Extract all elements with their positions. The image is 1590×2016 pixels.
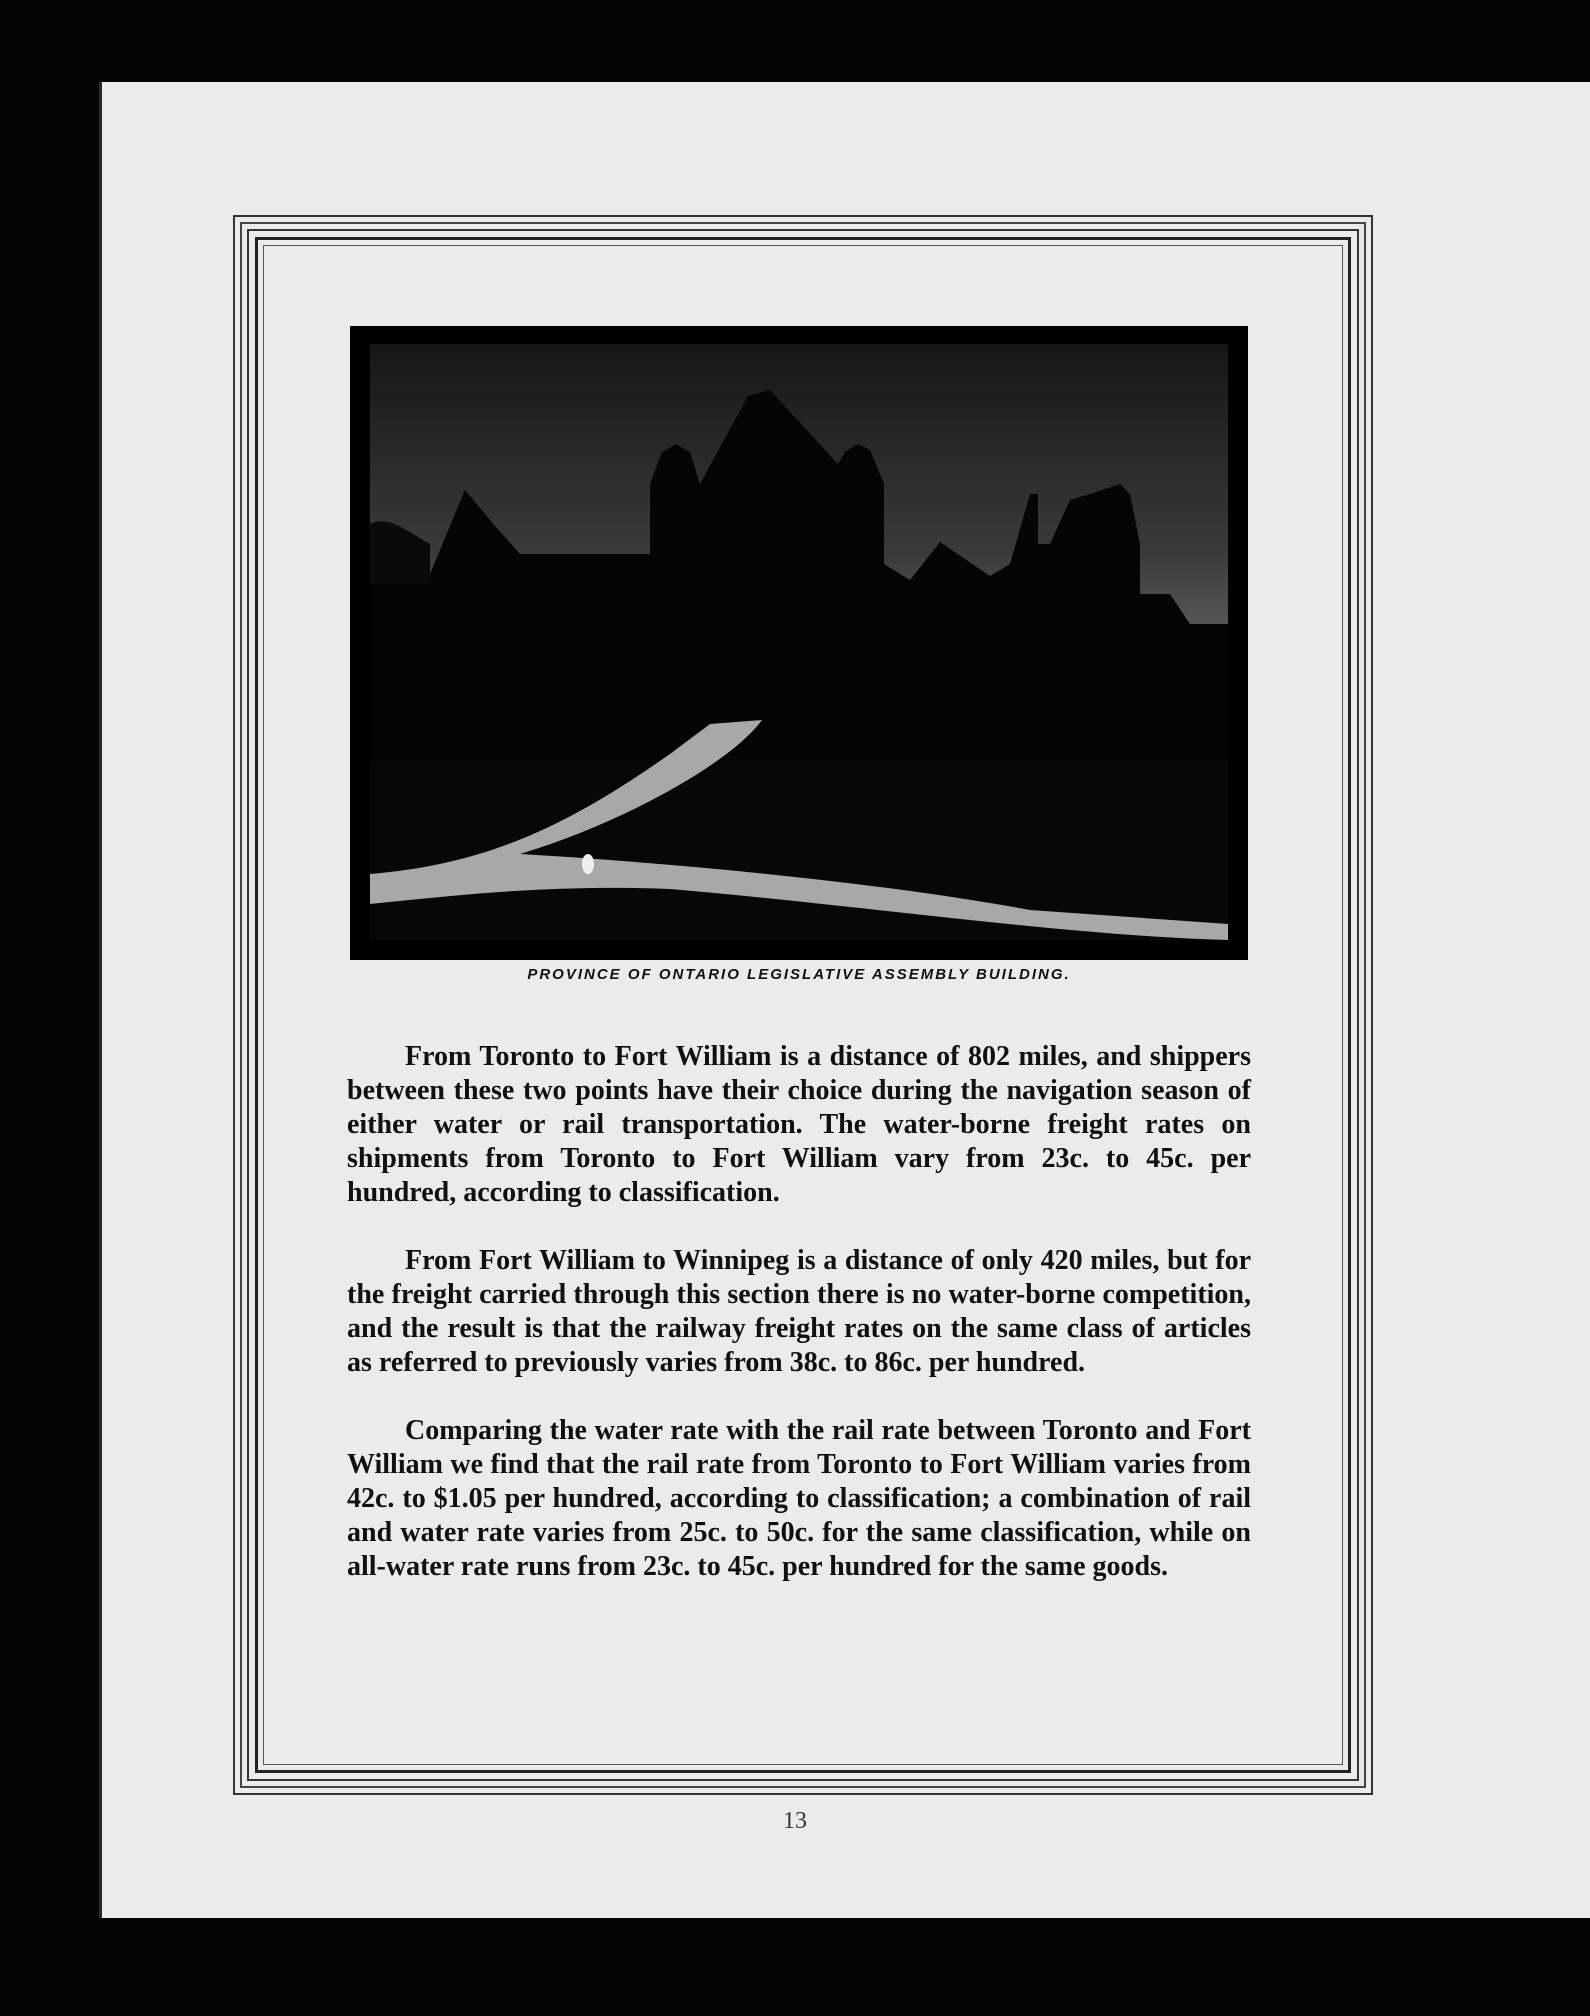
paragraph-2: From Fort William to Winnipeg is a distance of only 420 miles, but for the freight carried through this section there is no water-borne competition, and the result is that the railway freight rates on the same class of articles as referred to previously varies from 38c. to 86c. per hundred.	[347, 1245, 1251, 1378]
paragraph-3: Comparing the water rate with the rail rate between Toronto and Fort William we find that the rail rate from Toronto to Fort William varies from 42c. to $1.05 per hundred, according to classification; a combination of rail and water rate varies from 25c. to 50c. for the same classification, while on all-water rate runs from 23c. to 45c. per hundred for the same goods.	[347, 1415, 1251, 1582]
legislative-building-photo	[350, 326, 1248, 960]
paragraph-1: From Toronto to Fort William is a distance of 802 miles, and shippers between these two points have their choice during the navigation season of either water or rail transportation. The water-borne freight rates on shipments from Toronto to Fort William vary from 23c. to 45c. per hundred, according to classification.	[347, 1041, 1251, 1208]
page-gutter-line	[99, 82, 102, 1918]
body-text	[347, 1040, 1251, 1618]
page-number: 13	[783, 1808, 807, 1834]
photo-caption: PROVINCE OF ONTARIO LEGISLATIVE ASSEMBLY BUILDING.	[527, 966, 1071, 983]
building-silhouette-image	[370, 344, 1228, 940]
